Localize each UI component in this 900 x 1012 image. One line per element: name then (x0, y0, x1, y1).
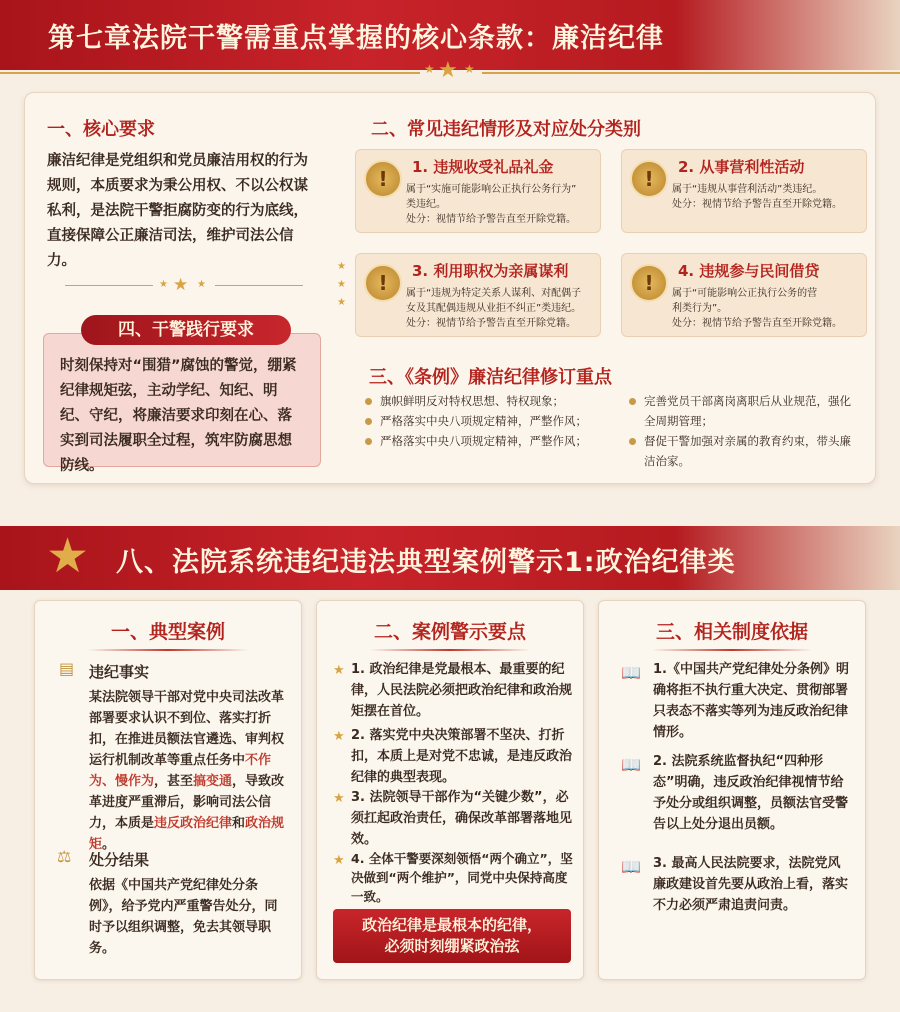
star-icon: ★ (337, 297, 346, 308)
divider (0, 72, 420, 74)
warning-point: 1. 政治纪律是党最根本、最重要的纪律，人民法院必须把政治纪律和政治规矩摆在首位。 (351, 662, 573, 719)
star-icon: ★ (464, 62, 475, 76)
star-icon: ★ (46, 528, 90, 584)
conclusion-banner: 政治纪律是最根本的纪律， 必须时刻绷紧政治弦 (333, 909, 571, 963)
list-item: 旗帜鲜明反对特权思想、特权现象； (365, 391, 621, 411)
warning-icon: ! (364, 160, 402, 198)
document-icon: ▤ (59, 659, 75, 678)
warning-icon: ! (630, 160, 668, 198)
warning-point: 2. 落实党中央决策部署不坚决、打折扣，本质上是对党不忠诚，是违反政治纪律的典型表现。 (351, 728, 573, 785)
book-icon: 📖 (621, 663, 641, 682)
facts-label: 违纪事实 (89, 663, 150, 681)
divider (88, 649, 248, 651)
regulations-title: 三、相关制度依据 (655, 621, 808, 643)
star-icon: ★ (197, 279, 206, 290)
warning-points-title: 二、案例警示要点 (373, 621, 526, 643)
list-item: 严格落实中央八项规定精神，严整作风； (365, 431, 621, 451)
warning-icon: ! (630, 264, 668, 302)
list-item: 严格落实中央八项规定精神，严整作风； (365, 411, 621, 431)
regulations-column (598, 600, 866, 980)
violation-card-title: 1. 违规收受礼品礼金 (412, 158, 554, 176)
result-label: 处分结果 (89, 851, 150, 869)
facts-text: 某法院领导干部对党中央司法改革部署要求认识不到位、落实打折扣，在推进员额法官遴选、审判权运行机制改革等重点任务中不作为、慢作为，甚至搞变通，导致改革进度严重滞后，影响司法公信力，本质是违反政治纪律和政治规矩。 (89, 690, 285, 852)
violation-card-title: 3. 利用职权为亲属谋利 (412, 262, 569, 280)
star-icon: ★ (333, 729, 345, 744)
top-banner-title: 第七章法院干警需重点掌握的核心条款：廉洁纪律 (48, 23, 664, 54)
result-text: 依据《中国共产党纪律处分条例》，给予党内严重警告处分，同时予以组织调整，免去其领导职务。 (89, 878, 278, 956)
star-icon: ★ (173, 275, 189, 295)
book-icon: 📖 (621, 755, 641, 774)
divider (65, 285, 153, 286)
gavel-icon: ⚖ (57, 847, 72, 866)
revision-list-left (365, 391, 621, 451)
star-icon: ★ (337, 279, 346, 290)
regulation-item: 3. 最高人民法院要求，法院党风廉政建设首先要从政治上看，落实不力必须严肃追责问责。 (653, 856, 849, 913)
violation-card-title: 2. 从事营利性活动 (678, 158, 805, 176)
revision-title: 三、《条例》廉洁纪律修订重点 (369, 367, 612, 388)
list-item: 督促干警加强对亲属的教育约束，带头廉洁治家。 (629, 431, 859, 471)
warning-point: 4. 全体干警要深刻领悟“两个确立”，坚决做到“两个维护”，同党中央保持高度一致。 (351, 851, 573, 904)
typical-case-column (34, 600, 302, 980)
violation-card-desc: 属于“违规从事营利活动”类违纪。 处分：视情节给予警告直至开除党籍。 (672, 184, 842, 210)
practice-requirement-text: 时刻保持对“围猎”腐蚀的警觉，绷紧纪律规矩弦，主动学纪、知纪、明纪、守纪，将廉洁要求印刻在心、落实到司法履职全过程，筑牢防腐思想防线。 (43, 333, 321, 467)
star-icon: ★ (333, 791, 345, 806)
divider (482, 72, 900, 74)
divider (652, 649, 812, 651)
regulation-item: 2. 法院系统监督执纪“四种形态”明确，违反政治纪律视情节给予处分或组织调整，员额法官受警告以上处分退出员额。 (653, 754, 849, 832)
violation-card-desc: 属于“违规为特定关系人谋利、对配偶子 女及其配偶违规从业拒不纠正”类违纪。 处分：视情节给予警告直至开除党籍。 (406, 288, 582, 329)
case-banner (0, 526, 900, 590)
book-icon: 📖 (621, 857, 641, 876)
core-requirement-text: 廉洁纪律是党组织和党员廉洁用权的行为规则，本质要求为秉公用权、不以公权谋私利，是法院干警拒腐防变的行为底线，直接保障公正廉洁司法，维护司法公信力。 (47, 153, 308, 269)
violations-title: 二、常见违纪情形及对应处分类别 (371, 119, 641, 140)
star-icon: ★ (337, 261, 346, 272)
case-banner-title: 八、法院系统违纪违法典型案例警示1:政治纪律类 (116, 547, 736, 578)
warning-icon: ! (364, 264, 402, 302)
violation-card (621, 253, 867, 337)
violation-card-desc: 属于“可能影响公正执行公务的营 利类行为”。 处分：视情节给予警告直至开除党籍。 (672, 288, 842, 329)
typical-case-title: 一、典型案例 (110, 621, 225, 643)
warning-points-column (316, 600, 584, 980)
core-requirement-title: 一、核心要求 (47, 119, 155, 140)
star-icon: ★ (333, 663, 345, 678)
warning-point: 3. 法院领导干部作为“关键少数”，必须扛起政治责任，确保改革部署落地见效。 (351, 790, 573, 847)
divider (215, 285, 303, 286)
violation-card (355, 253, 601, 337)
violation-card (355, 149, 601, 233)
star-icon: ★ (424, 62, 435, 76)
star-icon: ★ (438, 58, 458, 83)
violation-card (621, 149, 867, 233)
regulation-item: 1.《中国共产党纪律处分条例》明确将拒不执行重大决定、贯彻部署只表态不落实等列为违反政治纪律情形。 (653, 662, 849, 740)
practice-requirement-title: 四、干警践行要求 (81, 315, 291, 345)
star-icon: ★ (159, 279, 168, 290)
discipline-panel (24, 92, 876, 484)
violation-card-title: 4. 违规参与民间借贷 (678, 262, 820, 280)
divider (370, 649, 530, 651)
star-icon: ★ (333, 853, 345, 868)
revision-list-right (629, 391, 859, 471)
violation-card-desc: 属于“实施可能影响公正执行公务行为” 类违纪。 处分：视情节给予警告直至开除党籍。 (406, 184, 577, 225)
list-item: 完善党员干部离岗离职后从业规范，强化全周期管理； (629, 391, 859, 431)
